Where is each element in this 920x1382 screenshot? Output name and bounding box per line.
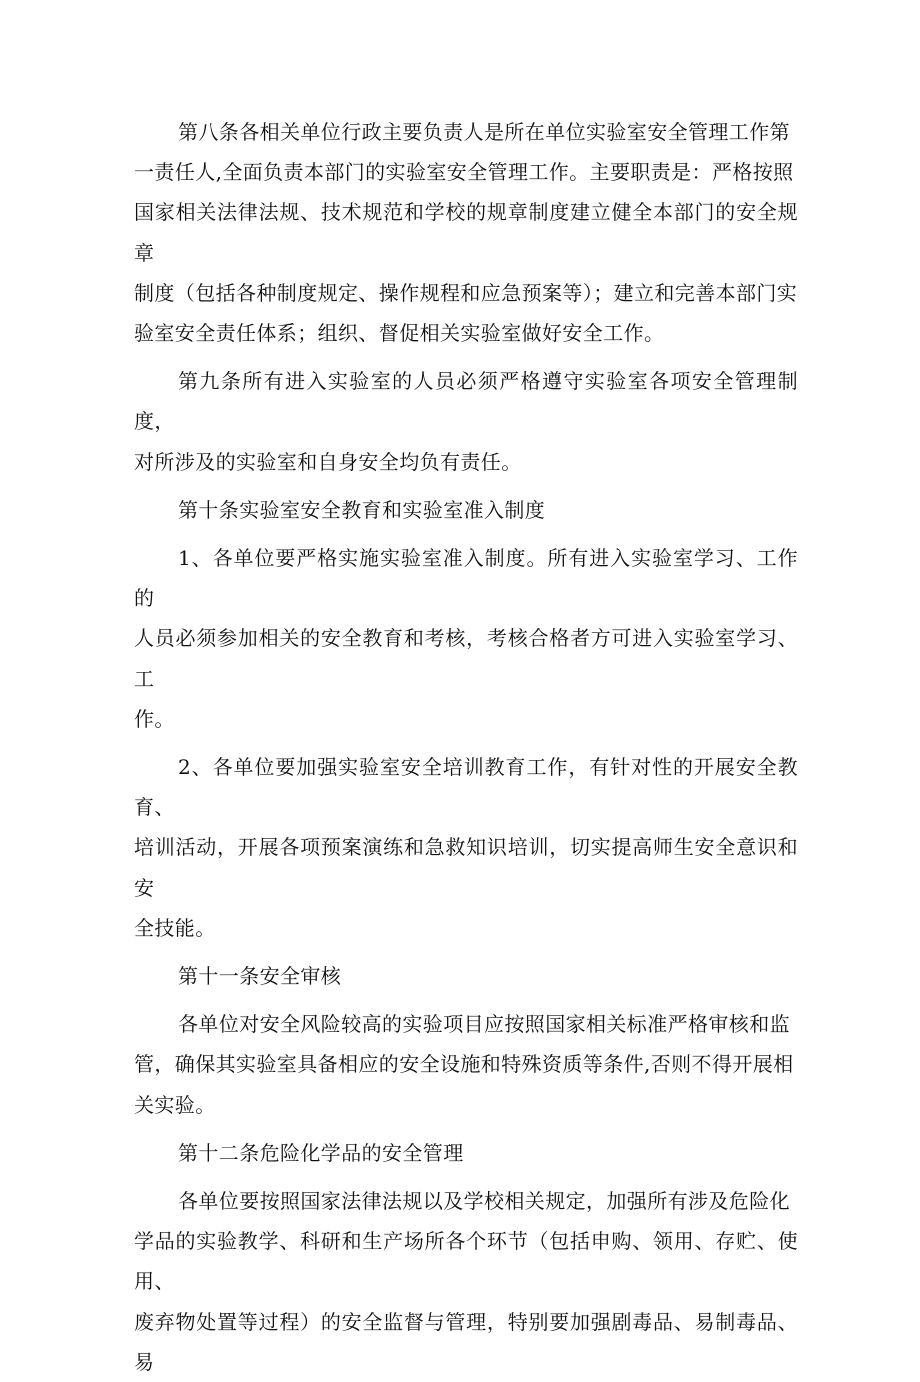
paragraph-article-8: 第八条各相关单位行政主要负责人是所在单位实验室安全管理工作第 一责任人,全面负责本部门的实验室安全管理工作。主要职责是：严格按照 国家相关法律法规、技术规范和学校的规章制度建立健全本部门的安全规章 制度（包括各种制度规定、操作规程和应急预案等）；建立和完善本部门实 验室安全责任体系；组织、督促相关实验室做好安全工作。 (134, 120, 798, 346)
heading-article-11: 第十一条安全审核 (178, 964, 342, 989)
paragraph-article-11: 各单位对安全风险较高的实验项目应按照国家相关标准严格审核和监 管，确保其实验室具备相应的安全设施和特殊资质等条件,否则不得开展相 关实验。 (134, 1012, 794, 1117)
paragraph-article-10-item-1: 1、各单位要严格实施实验室准入制度。所有进入实验室学习、工作的 人员必须参加相关的安全教育和考核，考核合格者方可进入实验室学习、工 作。 (134, 546, 798, 731)
paragraph-article-9: 第九条所有进入实验室的人员必须严格遵守实验室各项安全管理制度， 对所涉及的实验室和自身安全均负有责任。 (134, 369, 798, 474)
document-body (134, 112, 798, 1382)
paragraph-article-12: 各单位要按照国家法律法规以及学校相关规定，加强所有涉及危险化 学品的实验教学、科研和生产场所各个环节（包括申购、领用、存贮、使用、 废弃物处置等过程）的安全监督与管理，特别要加强剧毒品、易制毒品、易 (134, 1189, 798, 1374)
heading-article-12: 第十二条危险化学品的安全管理 (178, 1140, 464, 1165)
heading-article-10: 第十条实验室安全教育和实验室准入制度 (178, 497, 546, 522)
paragraph-article-10-item-2: 2、各单位要加强实验室安全培训教育工作，有针对性的开展安全教育、 培训活动，开展各项预案演练和急救知识培训，切实提高师生安全意识和安 全技能。 (134, 755, 798, 940)
